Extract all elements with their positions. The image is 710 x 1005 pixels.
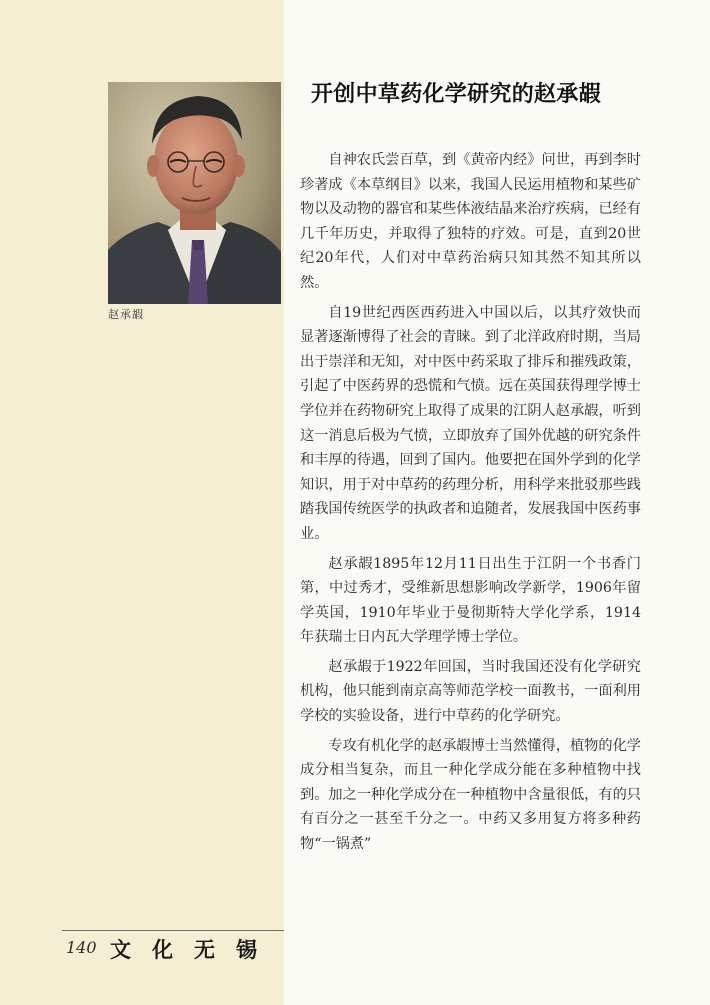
article-body <box>300 148 641 862</box>
paragraph: 赵承嘏于1922年回国，当时我国还没有化学研究机构，他只能到南京高等师范学校一面教书，一面利用学校的实验设备，进行中草药的化学研究。 <box>300 658 641 725</box>
footer-rule <box>62 930 284 931</box>
portrait-caption: 赵承嘏 <box>108 308 144 321</box>
book-title: 文化无锡 <box>110 937 278 962</box>
paragraph: 专攻有机化学的赵承嘏博士当然懂得，植物的化学成分相当复杂，而且一种化学成分能在多种植物中找到。加之一种化学成分在一种植物中含量很低，有的只有百分之一甚至千分之一。中药又多用复方将多种药物“一锅煮” <box>300 737 641 853</box>
paragraph: 自19世纪西医西药进入中国以后，以其疗效快而显著逐渐博得了社会的青睐。到了北洋政府时期，当局出于崇洋和无知，对中医中药采取了排斥和摧残政策，引起了中医药界的恐慌和气愤。远在英国获得理学博士学位并在药物研究上取得了成果的江阴人赵承嘏，听到这一消息后极为气愤，立即放弃了国外优越的研究条件和丰厚的待遇，回到了国内。他要把在国外学到的化学知识，用于对中草药的药理分析，用科学来批驳那些践踏我国传统医学的执政者和追随者，发展我国中医药事业。 <box>300 304 641 542</box>
article-title: 开创中草药化学研究的赵承嘏 <box>311 81 601 107</box>
page-number: 140 <box>66 938 97 957</box>
portrait-photo <box>108 82 281 304</box>
paragraph: 自神农氏尝百草，到《黄帝内经》问世，再到李时珍著成《本草纲目》以来，我国人民运用植物和某些矿物以及动物的器官和某些体液结晶来治疗疾病，已经有几千年历史，并取得了独特的疗效。可是，直到20世纪20年代，人们对中草药治病只知其然不知其所以然。 <box>300 152 641 291</box>
paragraph: 赵承嘏1895年12月11日出生于江阴一个书香门第，中过秀才，受维新思想影响改学新学，1906年留学英国，1910年毕业于曼彻斯特大学化学系，1914年获瑞士日内瓦大学理学博士学位。 <box>300 555 641 646</box>
